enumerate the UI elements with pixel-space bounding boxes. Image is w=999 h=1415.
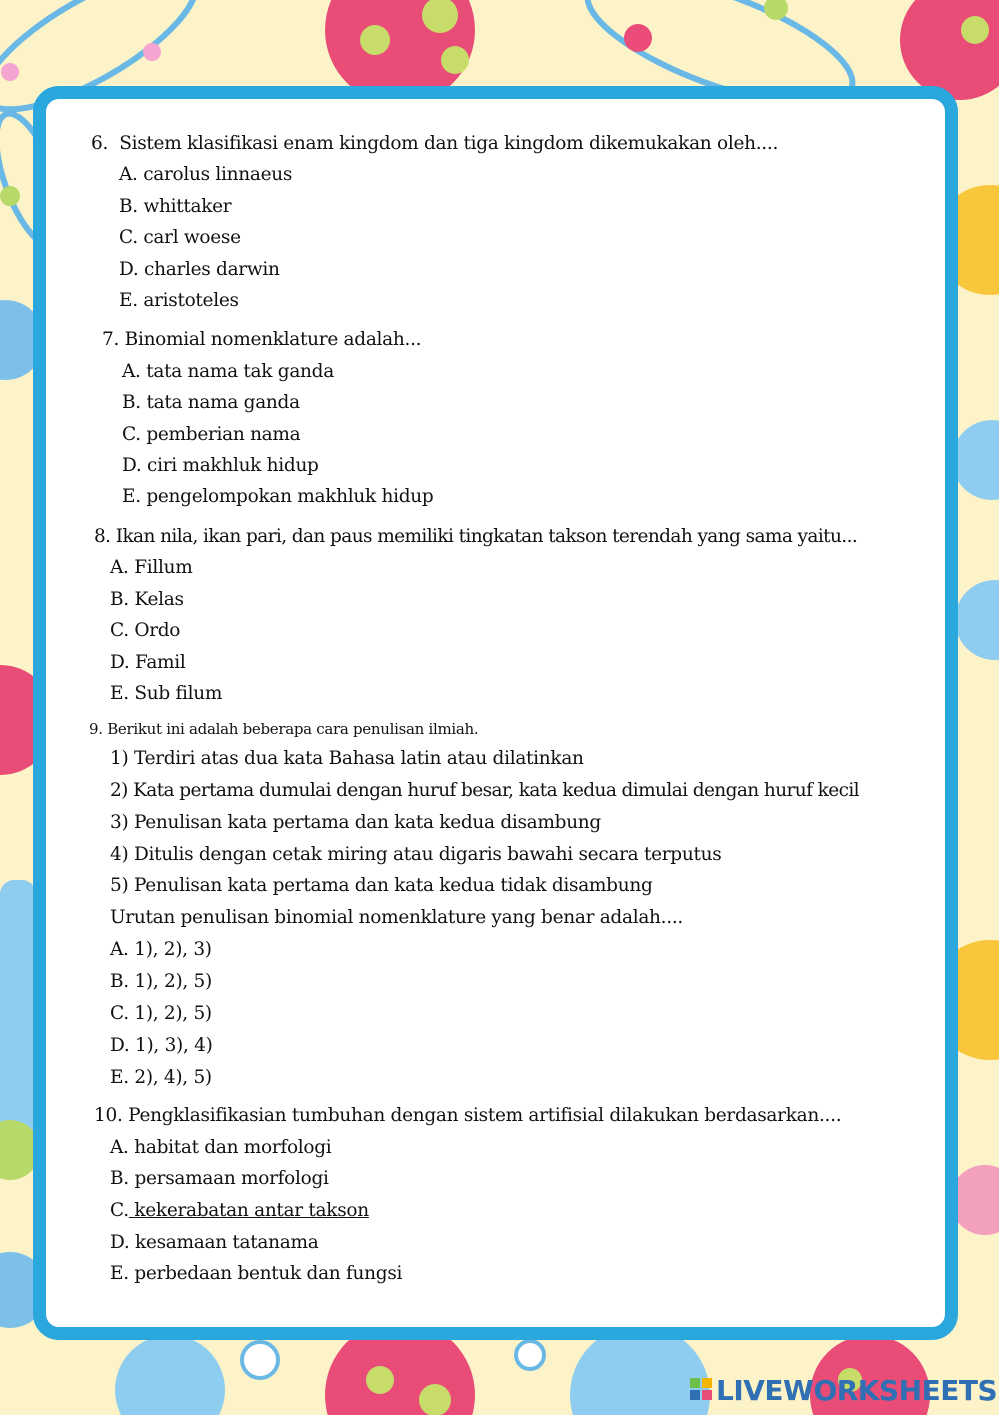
question-number: 6.: [91, 133, 109, 154]
question-text: Berikut ini adalah beberapa cara penulisan ilmiah.: [107, 720, 479, 738]
question-text: Binomial nomenklature adalah...: [124, 329, 422, 350]
option-b[interactable]: B. whittaker: [119, 196, 232, 217]
question-number: 10.: [94, 1105, 123, 1126]
option-e[interactable]: E. Sub filum: [110, 683, 223, 704]
question-8: [94, 526, 857, 548]
underlined-answer: kekerabatan antar takson: [128, 1200, 369, 1221]
option-e[interactable]: E. 2), 4), 5): [110, 1067, 212, 1088]
option-b[interactable]: B. persamaan morfologi: [110, 1168, 329, 1189]
watermark-text: LIVEWORKSHEETS: [716, 1373, 998, 1407]
question-text: Sistem klasifikasi enam kingdom dan tiga kingdom dikemukakan oleh....: [119, 133, 779, 154]
question-number: 9.: [89, 720, 103, 738]
option-a[interactable]: A. 1), 2), 3): [110, 939, 212, 960]
option-letter: C.: [110, 1200, 129, 1221]
statement-5: 5) Penulisan kata pertama dan kata kedua tidak disambung: [110, 875, 653, 896]
question-prompt: Urutan penulisan binomial nomenklature yang benar adalah....: [110, 907, 683, 928]
question-number: 7.: [102, 329, 120, 350]
option-a[interactable]: A. Fillum: [110, 557, 193, 578]
option-c[interactable]: C. 1), 2), 5): [110, 1003, 212, 1024]
option-c[interactable]: C. pemberian nama: [122, 424, 301, 445]
option-d[interactable]: D. charles darwin: [119, 259, 280, 280]
option-b[interactable]: B. 1), 2), 5): [110, 971, 212, 992]
option-c[interactable]: C. carl woese: [119, 227, 241, 248]
question-9: [89, 718, 478, 740]
option-d[interactable]: D. ciri makhluk hidup: [122, 455, 319, 476]
option-e[interactable]: E. aristoteles: [119, 290, 239, 311]
option-e[interactable]: E. pengelompokan makhluk hidup: [122, 486, 434, 507]
question-text: Ikan nila, ikan pari, dan paus memiliki tingkatan takson terendah yang sama yaitu...: [115, 526, 858, 547]
option-a[interactable]: A. habitat dan morfologi: [110, 1137, 332, 1158]
option-b[interactable]: B. Kelas: [110, 589, 184, 610]
option-a[interactable]: A. carolus linnaeus: [119, 164, 293, 185]
question-number: 8.: [94, 526, 111, 547]
logo-icon: [690, 1378, 712, 1402]
statement-3: 3) Penulisan kata pertama dan kata kedua disambung: [110, 812, 601, 833]
question-text: Pengklasifikasian tumbuhan dengan sistem artifisial dilakukan berdasarkan....: [128, 1105, 842, 1126]
liveworksheets-logo: [690, 1374, 997, 1406]
option-b[interactable]: B. tata nama ganda: [122, 392, 300, 413]
option-d[interactable]: D. 1), 3), 4): [110, 1035, 213, 1056]
option-d[interactable]: D. Famil: [110, 652, 186, 673]
statement-4: 4) Ditulis dengan cetak miring atau digaris bawahi secara terputus: [110, 844, 722, 865]
question-10: [94, 1105, 841, 1127]
option-c[interactable]: C. Ordo: [110, 620, 181, 641]
statement-2: 2) Kata pertama dumulai dengan huruf besar, kata kedua dimulai dengan huruf kecil: [110, 780, 859, 801]
question-6: [91, 133, 778, 155]
option-e[interactable]: E. perbedaan bentuk dan fungsi: [110, 1263, 403, 1284]
option-c[interactable]: [110, 1200, 369, 1222]
question-7: [102, 329, 421, 351]
statement-1: 1) Terdiri atas dua kata Bahasa latin atau dilatinkan: [110, 748, 584, 769]
option-a[interactable]: A. tata nama tak ganda: [122, 361, 334, 382]
option-d[interactable]: D. kesamaan tatanama: [110, 1232, 319, 1253]
